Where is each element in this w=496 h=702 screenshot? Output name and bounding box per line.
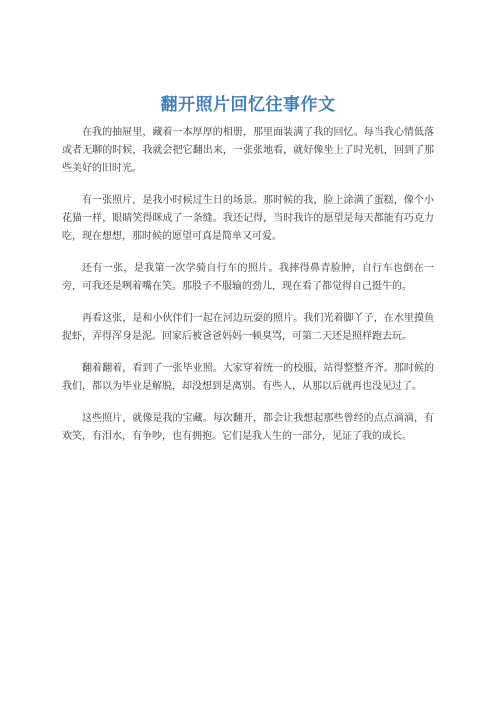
document-title: 翻开照片回忆往事作文	[160, 95, 336, 115]
paragraph-6: 这些照片，就像是我的宝藏。每次翻开，都会让我想起那些曾经的点点滴滴，有欢笑，有泪水，有争吵，也有拥抱。它们是我人生的一部分，见证了我的成长。	[62, 413, 434, 442]
document-body	[62, 124, 434, 460]
paragraph-4: 再看这张，是和小伙伴们一起在河边玩耍的照片。我们光着脚丫子，在水里摸鱼捉虾，弄得浑身是泥。回家后被爸爸妈妈一顿臭骂，可第二天还是照样跑去玩。	[62, 313, 434, 342]
paragraph-2: 有一张照片，是我小时候过生日的场景。那时候的我，脸上涂满了蛋糕，像个小花猫一样，眼睛笑得眯成了一条缝。我还记得，当时我许的愿望是每天都能有巧克力吃，现在想想，那时候的愿望可真是简单又可爱。	[62, 195, 434, 242]
paragraph-5: 翻着翻着，看到了一张毕业照。大家穿着统一的校服，站得整整齐齐。那时候的我们，都以为毕业是解脱，却没想到是离别。有些人，从那以后就再也没见过了。	[62, 363, 434, 392]
paragraph-1: 在我的抽屉里，藏着一本厚厚的相册，那里面装满了我的回忆。每当我心情低落或者无聊的时候，我就会把它翻出来，一张张地看，就好像坐上了时光机，回到了那些美好的旧时光。	[62, 127, 434, 174]
paragraph-3: 还有一张，是我第一次学骑自行车的照片。我摔得鼻青脸肿，自行车也倒在一旁，可我还是咧着嘴在笑。那股子不服输的劲儿，现在看了都觉得自己挺牛的。	[62, 263, 434, 292]
